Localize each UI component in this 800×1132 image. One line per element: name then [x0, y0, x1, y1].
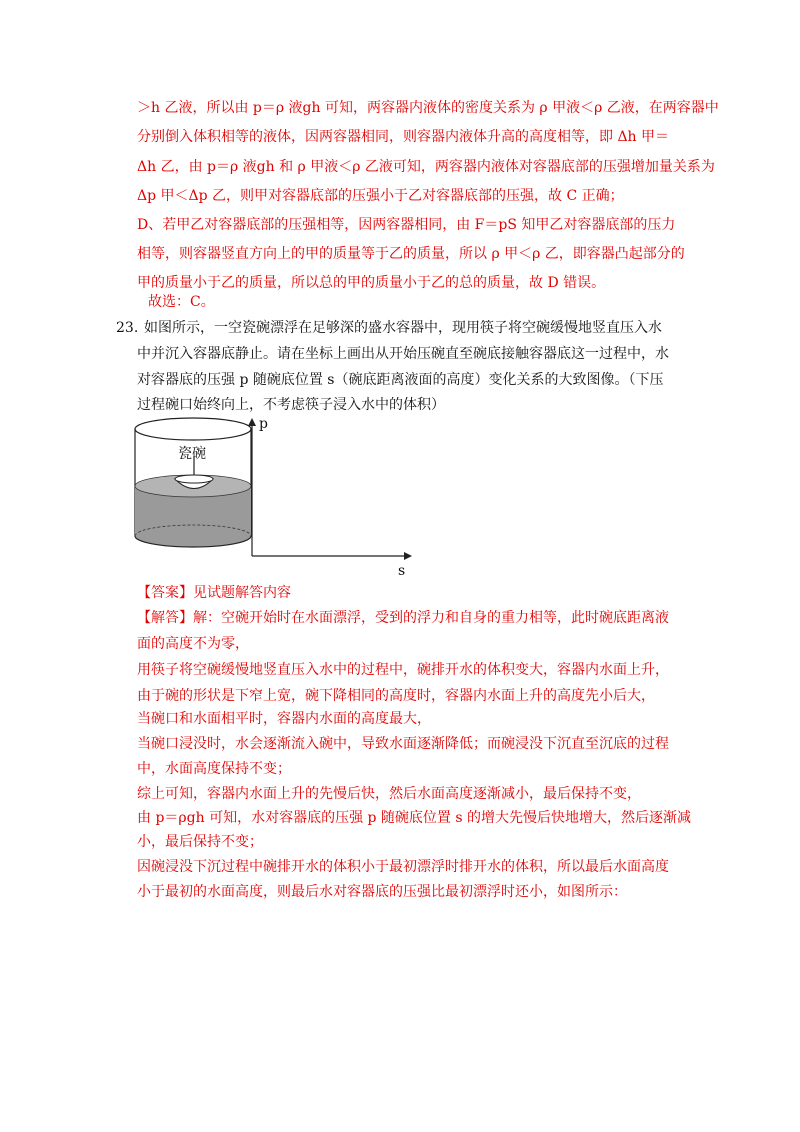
y-axis-arrow — [248, 418, 256, 426]
solution-line: ＞h 乙液，所以由 p＝ρ 液gh 可知，两容器内液体的密度关系为 ρ 甲液＜ρ 乙液，在两容器中 — [137, 100, 719, 116]
solution-line: 相等，则容器竖直方向上的甲的质量等于乙的质量，所以 ρ 甲＜ρ 乙，即容器凸起部分的 — [137, 246, 685, 262]
answer-line: 中，水面高度保持不变； — [137, 761, 291, 777]
answer-line: 面的高度不为零， — [137, 636, 249, 652]
answer-line: 当碗口和水面相平时，容器内水面的高度最大， — [137, 711, 431, 727]
solution-choice: 故选：C。 — [148, 294, 215, 310]
solution-line: Δh 乙，由 p＝ρ 液gh 和 ρ 甲液＜ρ 乙液可知，两容器内液体对容器底部的压强增加量关系为 — [137, 159, 715, 175]
solution-line: 甲的质量小于乙的质量，所以总的甲的质量小于乙的总的质量，故 D 错误。 — [137, 275, 606, 291]
answer-line: 小，最后保持不变； — [137, 834, 263, 850]
answer-line: 由于碗的形状是下窄上宽，碗下降相同的高度时，容器内水面上升的高度先小后大， — [137, 688, 655, 704]
question-line: 中并沉入容器底静止。请在坐标上画出从开始压碗直至碗底接触容器底这一过程中，水 — [137, 346, 669, 362]
solution-line: Δp 甲＜Δp 乙，则甲对容器底部的压强小于乙对容器底部的压强，故 C 正确； — [137, 188, 624, 204]
answer-line: 用筷子将空碗缓慢地竖直压入水中的过程中，碗排开水的体积变大，容器内水面上升， — [137, 662, 669, 678]
x-axis-label: s — [398, 563, 406, 579]
y-axis-label: p — [259, 416, 268, 432]
question-number: 23. — [116, 320, 139, 336]
answer-line: 因碗浸没下沉过程中碗排开水的体积小于最初漂浮时排开水的体积，所以最后水面高度 — [137, 859, 669, 875]
bowl-label: 瓷碗 — [178, 446, 206, 462]
answer-line: 【答案】见试题解答内容 — [137, 585, 291, 601]
x-axis-arrow — [404, 552, 412, 560]
answer-line: 综上可知，容器内水面上升的先慢后快，然后水面高度逐渐减小，最后保持不变， — [137, 786, 641, 802]
answer-line: 由 p＝ρgh 可知，水对容器底的压强 p 随碗底位置 s 的增大先慢后快地增大，然后逐渐减 — [137, 810, 692, 826]
answer-line: 【解答】解：空碗开始时在水面漂浮，受到的浮力和自身的重力相等，此时碗底距离液 — [137, 610, 669, 626]
question-figure — [120, 410, 420, 580]
question-line: 对容器底的压强 p 随碗底位置 s（碗底距离液面的高度）变化关系的大致图像。（下压 — [137, 372, 664, 388]
question-line: 过程碗口始终向上，不考虑筷子浸入水中的体积） — [137, 397, 445, 413]
answer-line: 当碗口浸没时，水会逐渐流入碗中，导致水面逐渐降低；而碗浸没下沉直至沉底的过程 — [137, 736, 669, 752]
question-line: 如图所示，一空瓷碗漂浮在足够深的盛水容器中，现用筷子将空碗缓慢地竖直压入水 — [144, 320, 662, 336]
coordinate-axes — [248, 416, 412, 579]
solution-line: D、若甲乙对容器底部的压强相等，因两容器相同，由 F＝pS 知甲乙对容器底部的压力 — [137, 217, 676, 233]
answer-line: 小于最初的水面高度，则最后水对容器底的压强比最初漂浮时还小，如图所示： — [137, 884, 627, 900]
solution-line: 分别倒入体积相等的液体，因两容器相同，则容器内液体升高的高度相等，即 Δh 甲＝ — [137, 129, 670, 145]
